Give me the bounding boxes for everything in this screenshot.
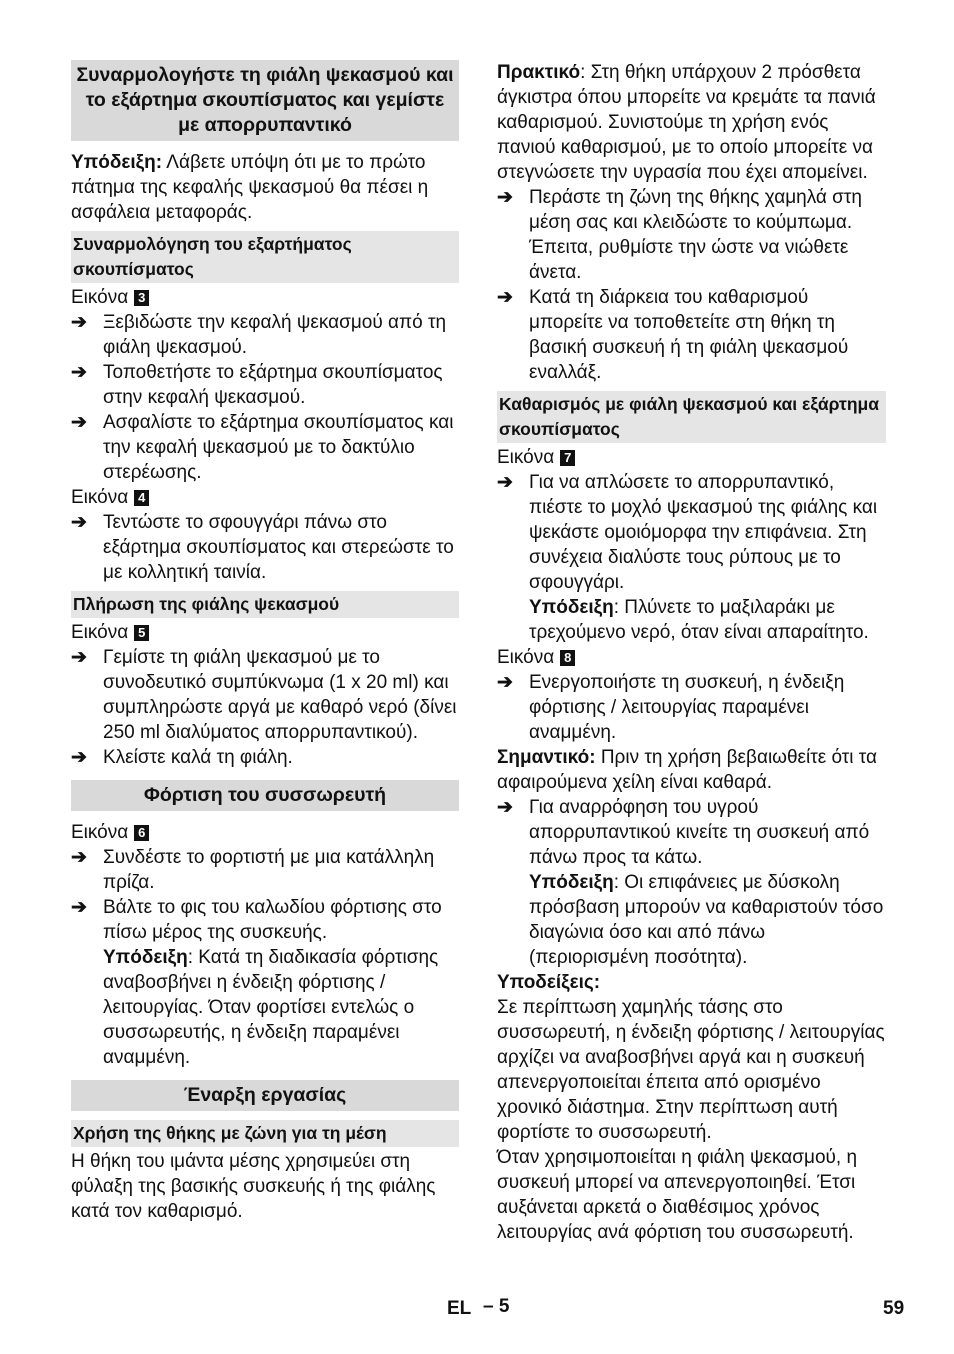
note-label: Υπόδειξη [103, 947, 188, 968]
important-label: Σημαντικό: [497, 747, 596, 768]
figure-number-badge: 7 [560, 450, 575, 466]
figure-ref: Εικόνα 6 [71, 820, 459, 845]
note-label: Υπόδειξη [529, 597, 614, 618]
heading-clean: Καθαρισμός με φιάλη ψεκασμού και εξάρτημα σκουπίσματος [497, 391, 886, 443]
heading-fill: Πλήρωση της φιάλης ψεκασμού [71, 591, 459, 618]
arrow-icon: ➔ [71, 362, 87, 383]
list-item: ➔ Για να απλώσετε το απορρυπαντικό, πιέστε το μοχλό ψεκασμού της φιάλης και ψεκάστε ομοιόμορφα την επιφάνεια. Στη συνέχεια διαλύστε τους ρύπους με το σφουγγάρι. Υπόδειξη: Πλύνετε το μαξιλαράκι με τρεχούμενο νερό, όταν είναι απαραίτητο. [497, 472, 878, 643]
footer-page-number: 59 [883, 1298, 905, 1319]
figure-number-badge: 6 [134, 825, 149, 841]
figure-number-badge: 8 [560, 650, 575, 666]
list-item: ➔ Περάστε τη ζώνη της θήκης χαμηλά στη μέση σας και κλειδώστε το κούμπωμα. Έπειτα, ρυθμίστε την ώστε να νιώθετε άνετα. [497, 187, 862, 283]
heading-belt: Χρήση της θήκης με ζώνη για τη μέση [71, 1120, 459, 1147]
list-item: ➔ Συνδέστε το φορτιστή με μια κατάλληλη πρίζα. [71, 847, 435, 893]
arrow-icon: ➔ [71, 897, 87, 918]
arrow-icon: ➔ [497, 287, 513, 308]
figure-number-badge: 4 [134, 490, 149, 506]
footer-section-number: – 5 [483, 1296, 510, 1317]
arrow-icon: ➔ [71, 747, 87, 768]
important-paragraph: Σημαντικό: Πριν τη χρήση βεβαιωθείτε ότι τα αφαιρούμενα χείλη είναι καθαρά. [497, 747, 878, 793]
arrow-icon: ➔ [497, 472, 513, 493]
heading-assemble: Συναρμολογήστε τη φιάλη ψεκασμού και το εξάρτημα σκουπίσματος και γεμίστε με απορρυπαντικό [71, 60, 459, 141]
list-item: ➔ Για αναρρόφηση του υγρού απορρυπαντικού κινείτε τη συσκευή από πάνω προς τα κάτω. Υπόδειξη: Οι επιφάνειες με δύσκολη πρόσβαση μπορούν να καθαριστούν τόσο διαγώνια όσο και από πάνω (περιορισμένη ποσότητα). [497, 797, 884, 968]
note-label: Υπόδειξη [529, 872, 614, 893]
list-item: ➔ Τεντώστε το σφουγγάρι πάνω στο εξάρτημα σκουπίσματος και στερεώστε το με κολλητική ταινία. [71, 512, 454, 583]
figure-ref: Εικόνα 8 [497, 645, 886, 670]
figure-ref: Εικόνα 5 [71, 620, 459, 645]
notes-heading: Υποδείξεις: [497, 972, 601, 993]
notes-paragraph: Όταν χρησιμοποιείται η φιάλη ψεκασμού, η συσκευή μπορεί να απενεργοποιηθεί. Έτσι αυξάνεται αρκετά ο διαθέσιμος χρόνος λειτουργίας ανά φόρτιση του συσσωρευτή. [497, 1147, 858, 1243]
list-item: ➔ Ξεβιδώστε την κεφαλή ψεκασμού από τη φιάλη ψεκασμού. [71, 312, 447, 358]
note-paragraph [71, 150, 459, 225]
footer-language: EL [447, 1298, 472, 1319]
list-item: ➔ Κατά τη διάρκεια του καθαρισμού μπορείτε να τοποθετείτε στη θήκη τη βασική συσκευή ή τη φιάλη ψεκασμού εναλλάξ. [497, 287, 849, 383]
figure-ref: Εικόνα 7 [497, 445, 886, 470]
heading-wiper: Συναρμολόγηση του εξαρτήματος σκουπίσματος [71, 231, 459, 283]
figure-ref: Εικόνα 3 [71, 285, 459, 310]
list-item: ➔ Ασφαλίστε το εξάρτημα σκουπίσματος και την κεφαλή ψεκασμού με το δακτύλιο στερέωσης. [71, 412, 454, 483]
figure-number-badge: 3 [134, 290, 149, 306]
arrow-icon: ➔ [71, 312, 87, 333]
notes-paragraph: Σε περίπτωση χαμηλής τάσης στο συσσωρευτή, η ένδειξη φόρτισης / λειτουργίας αρχίζει να αναβοσβήνει αργά και η συσκευή απενεργοποιείται έπειτα από ορισμένο χρονικό διάστημα. Στην περίπτωση αυτή φορτίστε το συσσωρευτή. [497, 997, 885, 1143]
arrow-icon: ➔ [71, 847, 87, 868]
right-column [497, 60, 886, 1245]
belt-paragraph: Η θήκη του ιμάντα μέσης χρησιμεύει στη φύλαξη της βασικής συσκευής ή της φιάλης κατά τον καθαρισμό. [71, 1151, 436, 1222]
tip-label: Πρακτικό [497, 62, 581, 83]
arrow-icon: ➔ [71, 412, 87, 433]
left-column [71, 60, 459, 1224]
arrow-icon: ➔ [497, 187, 513, 208]
figure-number-badge: 5 [134, 625, 149, 641]
arrow-icon: ➔ [497, 672, 513, 693]
heading-charge: Φόρτιση του συσσωρευτή [71, 780, 459, 811]
tip-paragraph: Πρακτικό: Στη θήκη υπάρχουν 2 πρόσθετα άγκιστρα όπου μπορείτε να κρεμάτε τα πανιά καθαρισμού. Συνιστούμε τη χρήση ενός πανιού καθαρισμού, με το οποίο μπορείτε να στεγνώσετε την υγρασία που έχει απομείνει. [497, 62, 876, 183]
arrow-icon: ➔ [497, 797, 513, 818]
list-item: ➔ Ενεργοποιήστε τη συσκευή, η ένδειξη φόρτισης / λειτουργίας παραμένει αναμμένη. [497, 672, 845, 743]
heading-start: Έναρξη εργασίας [71, 1080, 459, 1111]
figure-ref: Εικόνα 4 [71, 485, 459, 510]
arrow-icon: ➔ [71, 647, 87, 668]
note-text: Λάβετε υπόψη ότι με το πρώτο πάτημα της κεφαλής ψεκασμού θα πέσει η ασφάλεια μεταφοράς. [71, 152, 429, 223]
list-item: ➔ Βάλτε το φις του καλωδίου φόρτισης στο πίσω μέρος της συσκευής. Υπόδειξη: Κατά τη διαδικασία φόρτισης αναβοσβήνει η ένδειξη φόρτισης / λειτουργίας. Όταν φορτίσει εντελώς ο συσσωρευτής, η ένδειξη παραμένει αναμμένη. [71, 897, 442, 1068]
list-item: ➔ Τοποθετήστε το εξάρτημα σκουπίσματος στην κεφαλή ψεκασμού. [71, 362, 443, 408]
list-item: ➔ Γεμίστε τη φιάλη ψεκασμού με το συνοδευτικό συμπύκνωμα (1 x 20 ml) και συμπληρώστε αργά με καθαρό νερό (δίνει 250 ml διαλύματος απορρυπαντικού). [71, 647, 457, 743]
arrow-icon: ➔ [71, 512, 87, 533]
list-item: ➔ Κλείστε καλά τη φιάλη. [71, 747, 293, 768]
note-label: Υπόδειξη: [71, 152, 163, 173]
